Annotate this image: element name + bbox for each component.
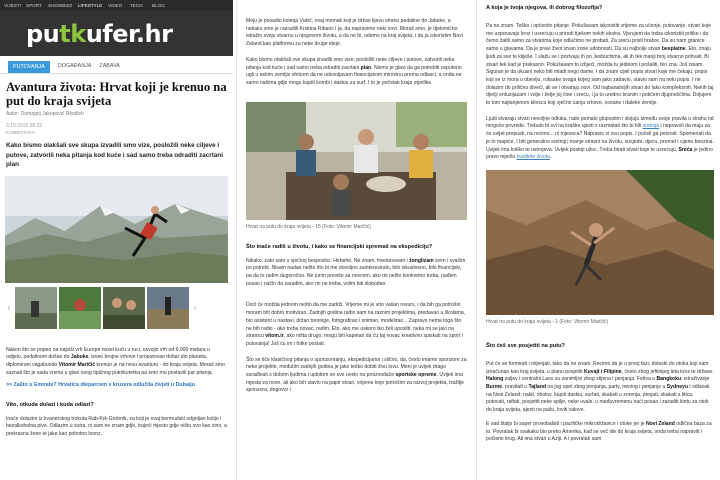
article-paragraph <box>246 57 467 88</box>
article-paragraph <box>486 361 714 415</box>
gallery-thumb[interactable] <box>15 287 57 329</box>
related-article-link[interactable]: >> Zašto u Emirate? Hrvatica dieparcem s kruzera odlučila živjeti u Dubaiju <box>6 381 195 388</box>
gallery-prev-icon[interactable]: ‹ <box>7 303 11 313</box>
category-tab-active[interactable]: PUTOVANJA <box>8 61 50 73</box>
text: Pa ne znam. Teško i općenito pitanje. Pokušavam iskoristiti vrijeme za učenje, putovanje, stvari koje me usporavaju kroz i usrećuju u prirodi tijekom nekih ekstra. Vjerujem da treba iskoristiti prilike i da čemo žaliti samo za stvarima koje odlučimo ne probati. Za sreću pristi hrabre. Da su nam granice samo u glavama. Da je pravi život izvan zone udobnosti. Da su najbolje stvari <box>486 23 711 53</box>
article-date: 9.10.2015 09:32 <box>6 123 43 129</box>
bold-text: Kuvajt i Filipine <box>583 368 622 375</box>
text: , pravitatl u <box>502 384 529 391</box>
article-paragraph <box>246 302 467 348</box>
bold-text: Tajland <box>528 384 546 391</box>
article-paragraph <box>246 357 467 396</box>
text: . Uvijek ima mjesta za nove, ali ako bih stavio na papir stvari, vrijeme koje potrošim za razvoj projekta, tražilje sponzora, dogovor i <box>246 372 464 394</box>
article-paragraph <box>486 421 714 444</box>
gallery-thumb[interactable] <box>103 287 145 329</box>
text: je jedino pravo mjerilo <box>486 146 713 161</box>
article-title: Avantura života: Hrvat koji je krenuo na put do kraja svijeta <box>6 80 227 108</box>
text: i odlazak na Novi Zeland; nakit, ribolov, kupiti daskiu, surfati, skakati u zrnenja, penjati, skakati s litica, putovati, raftati, posjetiti neke spilje, neke uvale, u međuvremenu naći posao i zaraditi kintu za otok do kraja svijeta, ajesti na pašu, loviti valove. <box>486 384 710 414</box>
top-nav-item[interactable]: SHOWBIZZ <box>48 3 73 8</box>
logo-part: pu <box>26 19 60 48</box>
text: svim i svačim po potrebi. Nisam nadao nešto što bi me dovoljno zainteresiralo, bilo iskustveno, bilo financijski, pa da to radim dugoročno. Ne jurim previše za novcem, ako mi nešto konkretno treba, nađem posao i načln da zaradim, ako mi ne treba, volim biti slobodan. <box>246 257 466 287</box>
climbing-photo[interactable] <box>486 170 714 315</box>
top-nav-item[interactable]: VIDEO <box>108 3 123 8</box>
category-tab[interactable]: DOGAĐANJA <box>57 63 92 69</box>
text: zaljev i centralni Laos su zanimljivi zbog stijena i penjanja. Fetiva u <box>503 376 657 383</box>
photo-gallery-strip <box>5 287 228 329</box>
photo-caption: Hrvat na putu do kraja svijeta - 15 (Foto: Vitomir Maričić) <box>246 223 371 230</box>
text: Doći će možda jednom nešto da me zadrži. Vrijeme mi je vrlo vašan resurs, i da bih ga potrošio moram biti dobro motiviran. Zadnjih godina radio sam na raznim projektima, predavao u školama, bio asistent u nastavi, držao treninge, fotografirao i snimao, modelirao... Zapravo nema toga što ne bih radio - ako treba novac, radim. Eto, ako me uskoro tko želi uposliti, neka mi se javi na stranicu <box>246 302 466 340</box>
interview-question: Vito, otkuda dolazi i kuda odlazi? <box>6 401 94 408</box>
text: , često zbog jeftinijeg leta kroz te države. <box>621 368 714 375</box>
comments-count[interactable]: KOMENTARA <box>6 130 35 135</box>
logo-accent: tk <box>59 19 86 48</box>
text: , ako ništa drugo, mogu biti kapetan da ću taj novac kreativno spiskati na sport i putovanja! Još ću im i fotke poslati. <box>246 333 463 347</box>
article-author: Autor: Domagoj Jakopović Ribafish <box>6 111 84 117</box>
text: i napravoli da maju za će uvijet prepusti, na recimo... ni mjeseca? Napravio si ovu popis. I počeli ga potvrati. Spomenati da je to mapiće. I biti generalno sretniji i manje stravni na životu, susjede, djecu, premet i cijenu benzina. Uvijek ima koliko te ustrojeva. Uvijek postoji užoc. Treba birati stvari koje te usrećuju. <box>486 123 714 153</box>
article-lead: Kako bismo olakšali sve skupa izvadili smo vize, posložili neke ciljeve i putove, zatvorili neka pitanja kod kuće i sad samo treba odraditi zacrtani plan <box>6 142 223 169</box>
top-nav-item[interactable]: BLOG <box>152 3 165 8</box>
article-paragraph <box>486 116 714 162</box>
top-nav-item[interactable]: TECH <box>130 3 143 8</box>
bold-text: plan <box>360 64 372 71</box>
text: krenuo je na novu avanturu - do kraja svijeta. Moraš smo saznali što je sada vrsma u glavi ovog tipičnog putnikuretka pa smo mu postavili par pitanja. <box>6 362 225 376</box>
interview-question: Što ćeš sve posjetiti na putu? <box>486 342 565 349</box>
column-divider <box>236 0 237 480</box>
gallery-thumb[interactable] <box>59 287 101 329</box>
article-paragraph <box>246 258 467 289</box>
text: odlična baza za to. Povratak bi svakako bio preko Amerika, kad se več ide do kraja svijeta, onda treba napraviti i počiemi krug. Ali ima stvari u Aziji. A i povratak sam <box>486 420 712 443</box>
bold-text: Halong <box>486 376 504 383</box>
category-nav <box>0 56 233 74</box>
bold-text: Burme <box>486 384 503 391</box>
bold-text: Bangkoku <box>656 376 682 383</box>
people-at-table-photo <box>246 102 467 220</box>
bold-text: žonglizam <box>409 257 434 264</box>
article-paragraph <box>6 347 227 378</box>
gallery-next-icon[interactable]: › <box>193 303 197 313</box>
bold-text: sportske opreme <box>395 372 437 379</box>
bold-text[interactable]: vitom.ir <box>265 333 284 340</box>
text: , izveo brojne vrhove i proputovao dobar dio planeta, diplomirani vagabundo <box>6 354 208 369</box>
top-nav-item-active[interactable]: LIFESTYLE <box>78 3 103 8</box>
category-tab[interactable]: ZABAVA <box>99 63 120 69</box>
text: Što se tiče klasičnog pitanja o sponzoriranju, ekspedicijama i slično, da, često imamo sponzore za neke projekte, međutim zadnjih godina je jako teško dobiti živu lovu. Meni je uvijek drago surađivati s dobrim ljudima i uplotom se sve uvelo na proizvođače <box>246 356 467 379</box>
top-nav-item[interactable]: SPORT <box>26 3 42 8</box>
column-1 <box>0 0 233 480</box>
rock-climber-photo <box>486 170 714 315</box>
inline-link[interactable]: kvalitete života <box>516 154 550 161</box>
top-nav-item[interactable]: VIJESTI <box>4 3 21 8</box>
column-divider <box>476 0 477 480</box>
text: . Nismo je glavi da ga potrebiti usputeno ugli u nekim zemljis ohtiorm da ne udovoljavam financijskom mirovinu prema odlasci, a onda ne samo našima gdje mogu kupiti kombi i daskiu za surf. I to je početak kraja otprilike. <box>246 64 462 86</box>
text: E sad štaljo bi super provobalisti i pacifičke mikrodržavice i otoke jer je <box>486 420 646 427</box>
site-logo[interactable] <box>26 20 172 48</box>
text: Ljudi stvaraju stvari nevoljne odluka, rade pomalo glupostim i slojujú između svoje pravila u strahu od moguće povrede. Trebalo bi svi na kraške ujesti s razmatati što bi bili <box>486 115 714 130</box>
main-photo[interactable] <box>5 176 228 283</box>
text: Put će se formirati i mijenjati, tako da ne znam. Recimo da je u prvoj fazi, dolaski do otoka koji sam iznačunao kao kraj svijeta, u planu posjetiti <box>486 360 709 375</box>
bold-text: Sreća <box>678 146 693 153</box>
text: Nikako, zato sam u vječnoj besposlici. Hehehe. Ne znam, freelanceam i <box>246 257 410 264</box>
header-bar <box>0 11 233 56</box>
column-3 <box>480 0 720 480</box>
column-2 <box>240 0 473 480</box>
article-paragraph <box>486 23 714 108</box>
mountain-jump-photo <box>5 176 228 283</box>
text: Nakon što se popeo na najviši vrh Europe nosei kuću u ruci, osvojio vrh od 6.000 metara u odijelu, pedalinom došao do <box>6 346 210 361</box>
interview-question: Što inače radiš u životu, i kako se financijski spremaš na ekspediciju? <box>246 243 433 250</box>
interview-question: A koja je tvoja njegova, ili dobrog filozofija? <box>486 5 603 11</box>
inline-link[interactable]: sretnijá <box>642 123 659 130</box>
logo-part: ufer.hr <box>85 19 173 48</box>
bold-text: Jabuke <box>70 354 89 361</box>
article-paragraph: Inače dolazim iz kvanerskog trokuta Rab-Krk-Grobnik, za koji je ovaj bermudski odgoljan kolijo i bezalkoholna pive. Odlazim u sutra, ni sam ne znam gdje, trajeći mjesto gdje ništo ovo kao vino, a prekrasna žene te jake kao pohotno loonz. <box>6 415 227 437</box>
gallery-thumb[interactable] <box>147 287 189 329</box>
top-nav <box>0 0 233 11</box>
photo-caption: Hrvat na putu do kraja svijeta - 1 (Foto: Vitomir Maričić) <box>486 318 609 325</box>
text: , istraživanje <box>681 376 710 383</box>
text: . Eto, znaju ljudi za sve te kliješe. I slažu se i pozivaju ih po Jesbuchima, ali ih tek manji broj stvarno prihvati. Bi stvari tek kad je prekasno. Pokušavam to izbjeći, možda tu jedinom i pošaliti, tko zna. Još nisam. Siguran je da ukusni neko biti mladi nego dame. I da znam cijeli popis stvari koje me čekaju, popis koji se iz mora u obeviju, ruksake ovaga kojeg sam jako zabavio, stavio sam na neki popis. I ne dolazim do prilično diveći, ali se i otvaraju novi. Od najbanalnijih stvari do lako kompleksnih. Nekih taj dječji entuzijazam i volje i želje joj čine i sreću, i ja to uredno branim i potičem djupnošćima. Dojujem to tom najtanjenom klinscu koji vječno sanja vrhove, oceane i daleke zemlje. <box>486 46 714 107</box>
text: na jog opet zbog penjanja, party, trening i penjanje u <box>545 384 667 391</box>
text: Kako bismo olakšali sve skupa izvadili smo vize, posložili neke ciljeve i putove, zatvorili neka pitanja kod kuće i sad samo treba odraditi zacrtani <box>246 56 455 71</box>
bold-text: Novi Zeland <box>645 420 675 427</box>
bold-text: Sydneyu <box>666 384 688 391</box>
bold-text: besplatne <box>661 46 686 53</box>
text: . <box>550 154 552 161</box>
bold-text: Vitomir Maričić <box>58 362 96 369</box>
article-paragraph: Meju je posadio koleqa Vukić, ovaj momak koji je držao lijevu stranu pedaline do Jabuke, a nekako smo je razradili Kristina Ribarić i ja, da napravimo neki novi. Moraš smo, je djelomično istražio svoju stvarnu u njegovom životu, a da ne bi, odemo na kraj svijeta, i da ja iskoristim Novi Zeland kao platformu za neke druge ideje. <box>246 18 463 48</box>
group-photo[interactable] <box>246 102 467 220</box>
